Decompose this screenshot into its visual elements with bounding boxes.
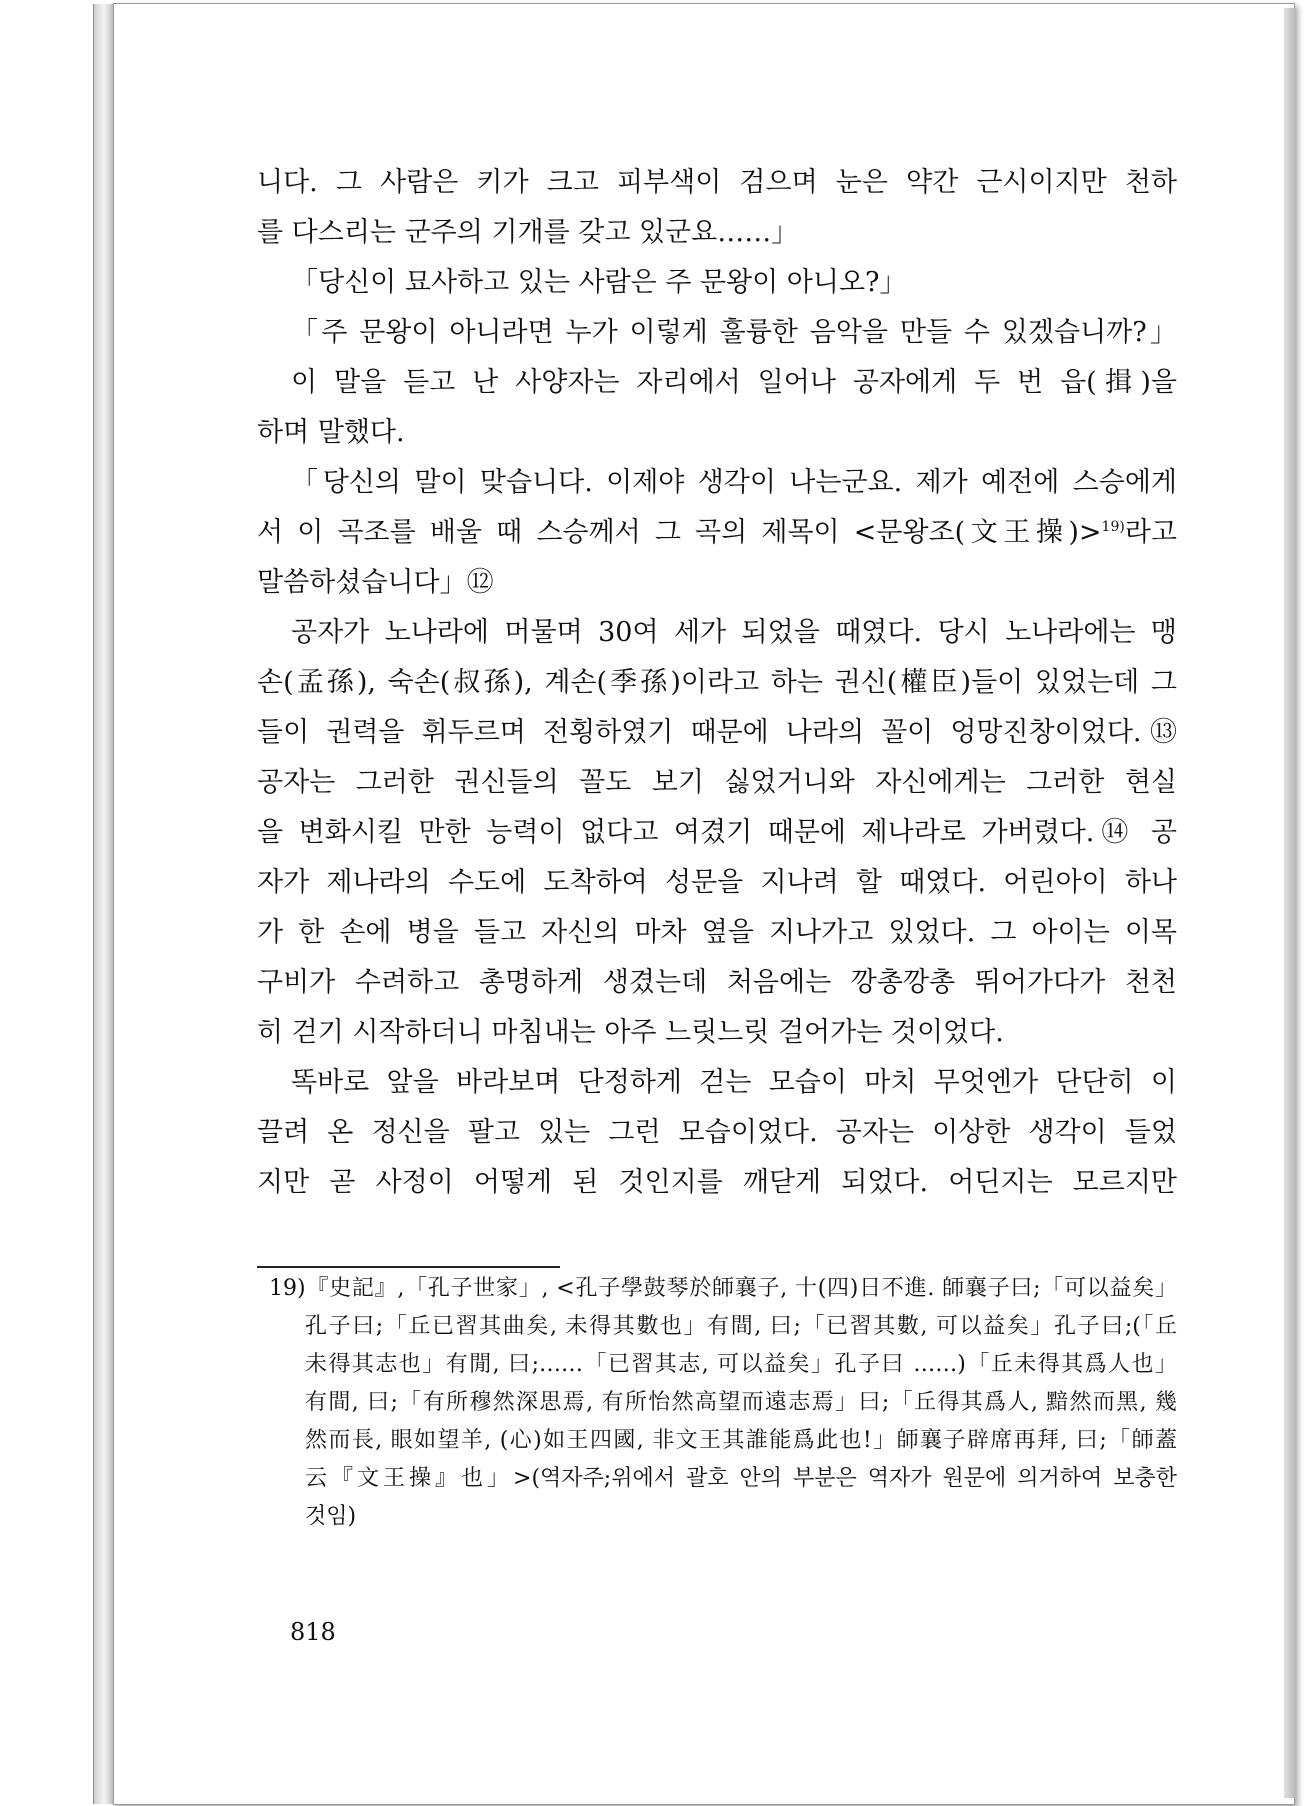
body-line: 손(孟孫), 숙손(叔孫), 계손(季孫)이라고 하는 권신(權臣)들이 있었는데 그 [257, 667, 1177, 698]
book-spine [93, 4, 114, 1804]
body-line-text: 서 이 곡조를 배울 때 스승께서 그 곡의 제목이 <문왕조(文王操)> [257, 517, 1102, 548]
body-line: 가 한 손에 병을 들고 자신의 마차 옆을 지나가고 있었다. 그 아이는 이목 [257, 917, 1177, 948]
body-line: 말씀하셨습니다」⑫ [257, 567, 494, 598]
body-line: 하며 말했다. [257, 417, 405, 448]
body-line: 히 걷기 시작하더니 마침내는 아주 느릿느릿 걸어가는 것이었다. [257, 1017, 1004, 1048]
footnote-line: 然而長, 眼如望羊, (心)如王四國, 非文王其誰能爲此也!」師襄子辟席再拜, 曰;「師蓋 [305, 1428, 1177, 1453]
footnote-line: 19)『史記』,「孔子世家」, <孔子學鼓琴於師襄子, 十(四)日不進. 師襄子曰;「可以益矣」 [269, 1276, 1177, 1301]
footnote-reference: 19) [1101, 519, 1125, 535]
body-line: 공자가 노나라에 머물며 30여 세가 되었을 때였다. 당시 노나라에는 맹 [291, 617, 1177, 648]
body-line: 자가 제나라의 수도에 도착하여 성문을 지나려 할 때였다. 어린아이 하나 [257, 867, 1177, 898]
page-edge [1284, 8, 1296, 1798]
footnote-line: 云『文王操』也」>(역자주;위에서 괄호 안의 부분은 역자가 원문에 의거하여 보충한 [305, 1466, 1177, 1491]
body-text [257, 158, 1177, 1208]
body-line: 들이 권력을 휘두르며 전횡하였기 때문에 나라의 꼴이 엉망진창이었다.⑬ [257, 717, 1177, 748]
footnote-line: 未得其志也」有閒, 曰;……「已習其志, 可以益矣」孔子曰 ……)「丘未得其爲人也」 [305, 1352, 1177, 1377]
body-line: 똑바로 앞을 바라보며 단정하게 걷는 모습이 마치 무엇엔가 단단히 이 [291, 1067, 1177, 1098]
body-line: 끌려 온 정신을 팔고 있는 그런 모습이었다. 공자는 이상한 생각이 들었 [257, 1117, 1177, 1148]
page-number: 818 [290, 1618, 336, 1646]
body-line-tail: 라고 [1124, 517, 1177, 548]
body-line: 「당신의 말이 맞습니다. 이제야 생각이 나는군요. 제가 예전에 스승에게 [291, 467, 1177, 498]
body-line: 이 말을 듣고 난 사양자는 자리에서 일어나 공자에게 두 번 읍(揖)을 [291, 367, 1177, 398]
footnote-divider [257, 1266, 560, 1268]
body-line: 니다. 그 사람은 키가 크고 피부색이 검으며 눈은 약간 근시이지만 천하 [257, 167, 1177, 198]
body-line: 를 다스리는 군주의 기개를 갖고 있군요……」 [257, 217, 799, 248]
footnotes [257, 1270, 1177, 1536]
body-line: 공자는 그러한 권신들의 꼴도 보기 싫었거니와 자신에게는 그러한 현실 [257, 767, 1177, 798]
body-line: 을 변화시킬 만한 능력이 없다고 여겼기 때문에 제나라로 가버렸다.⑭ 공 [257, 817, 1177, 848]
body-line: 지만 곧 사정이 어떻게 된 것인지를 깨닫게 되었다. 어딘지는 모르지만 [257, 1167, 1177, 1198]
body-line: 「주 문왕이 아니라면 누가 이렇게 훌륭한 음악을 만들 수 있겠습니까?」 [291, 317, 1177, 348]
footnote-line: 것임) [305, 1504, 357, 1529]
footnote-line: 孔子曰;「丘已習其曲矣, 未得其數也」有間, 曰;「已習其數, 可以益矣」孔子曰;(「丘 [305, 1314, 1177, 1339]
footnote-line: 有間, 曰;「有所穆然深思焉, 有所怡然高望而遠志焉」曰;「丘得其爲人, 黯然而黑, 幾 [305, 1390, 1177, 1415]
body-line-with-footnote [257, 508, 1177, 558]
body-line: 「당신이 묘사하고 있는 사람은 주 문왕이 아니오?」 [291, 267, 907, 298]
body-line: 구비가 수려하고 총명하게 생겼는데 처음에는 깡총깡총 뛰어가다가 천천 [257, 967, 1177, 998]
